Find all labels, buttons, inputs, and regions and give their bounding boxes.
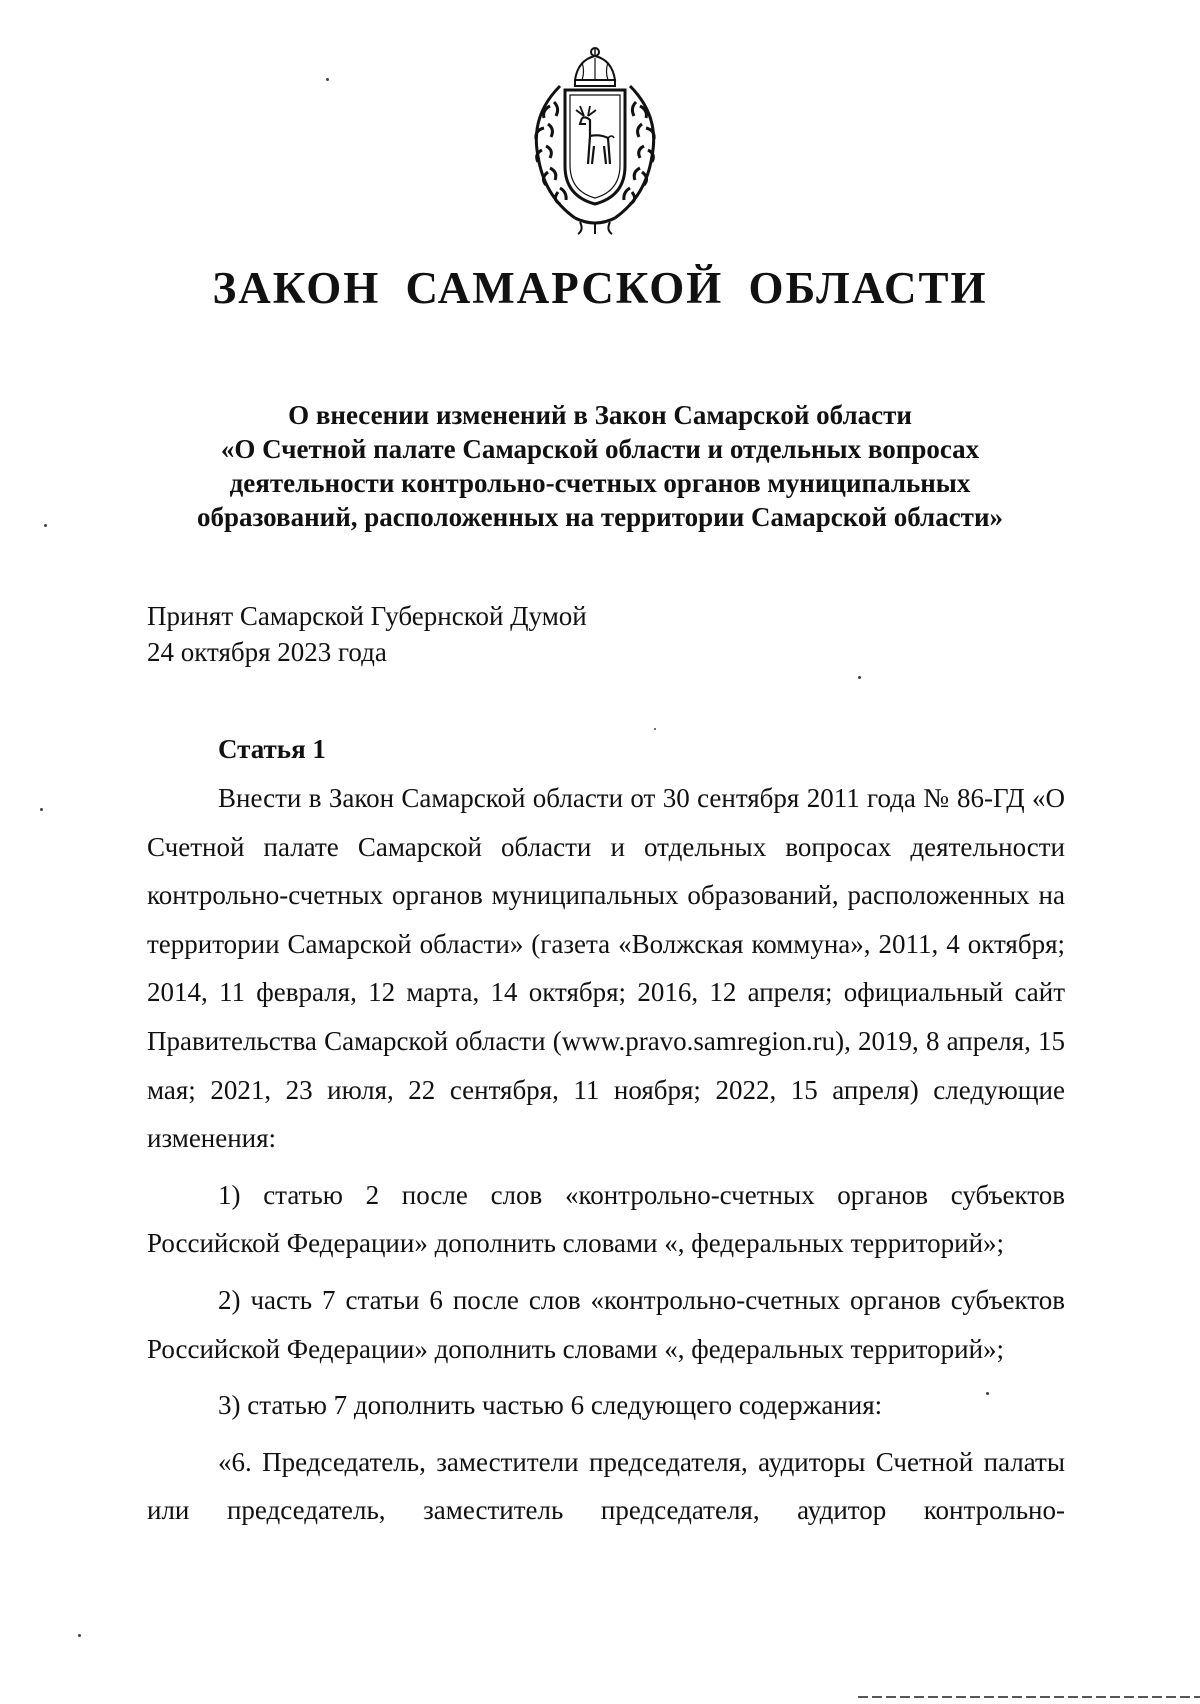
subtitle-line: «О Счетной палате Самарской области и отдельных вопросах [220, 434, 980, 464]
subtitle-line: О внесении изменений в Закон Самарской области [288, 400, 912, 430]
adoption-date: 24 октября 2023 года [147, 637, 387, 667]
subtitle-line: деятельности контрольно-счетных органов муниципальных [229, 468, 971, 498]
scan-speck [326, 78, 329, 81]
samara-oblast-coat-of-arms-icon [520, 46, 670, 236]
scan-speck [78, 1634, 81, 1637]
scan-speck [986, 1392, 989, 1395]
article-heading: Статья 1 [218, 734, 326, 764]
article-paragraph: 3) статью 7 дополнить частью 6 следующего содержания: [218, 1390, 883, 1421]
scan-speck [40, 808, 43, 811]
scan-edge-line [858, 1696, 1200, 1698]
law-title: ЗАКОН САМАРСКОЙ ОБЛАСТИ [212, 263, 988, 313]
article-paragraph: 1) статью 2 после слов «контрольно-счетных органов субъектов Российской Федерации» дополнить словами «, федеральных территорий»; [147, 1179, 1065, 1259]
adoption-body: Принят Самарской Губернской Думой [147, 601, 587, 631]
adoption-block [147, 598, 587, 670]
article-paragraph: 2) часть 7 статьи 6 после слов «контрольно-счетных органов субъектов Российской Федерации» дополнить словами «, федеральных территорий»; [147, 1284, 1065, 1364]
article-body [147, 774, 1065, 1535]
subtitle-line: образований, расположенных на территории Самарской области» [196, 502, 1004, 532]
scan-speck [654, 728, 656, 730]
article-paragraph: «6. Председатель, заместители председателя, аудиторы Счетной палаты или председатель, заместитель председателя, аудитор контрольно- [147, 1446, 1065, 1526]
article-paragraph: Внести в Закон Самарской области от 30 сентября 2011 года № 86-ГД «О Счетной палате Самарской области и отдельных вопросах деятельности контрольно-счетных органов муниципальных образований, расположенных на территории Самарской области» (газета «Волжская коммуна», 2011, 4 октября; 2014, 11 февраля, 12 марта, 14 октября; 2016, 12 апреля; официальный сайт Правительства Самарской области (www.pravo.samregion.ru), 2019, 8 апреля, 15 мая; 2021, 23 июля, 22 сентября, 11 ноября; 2022, 15 апреля) следующие изменения: [147, 783, 1065, 1154]
scan-speck [44, 524, 47, 527]
law-subtitle [150, 398, 1050, 534]
scan-speck [858, 676, 861, 679]
